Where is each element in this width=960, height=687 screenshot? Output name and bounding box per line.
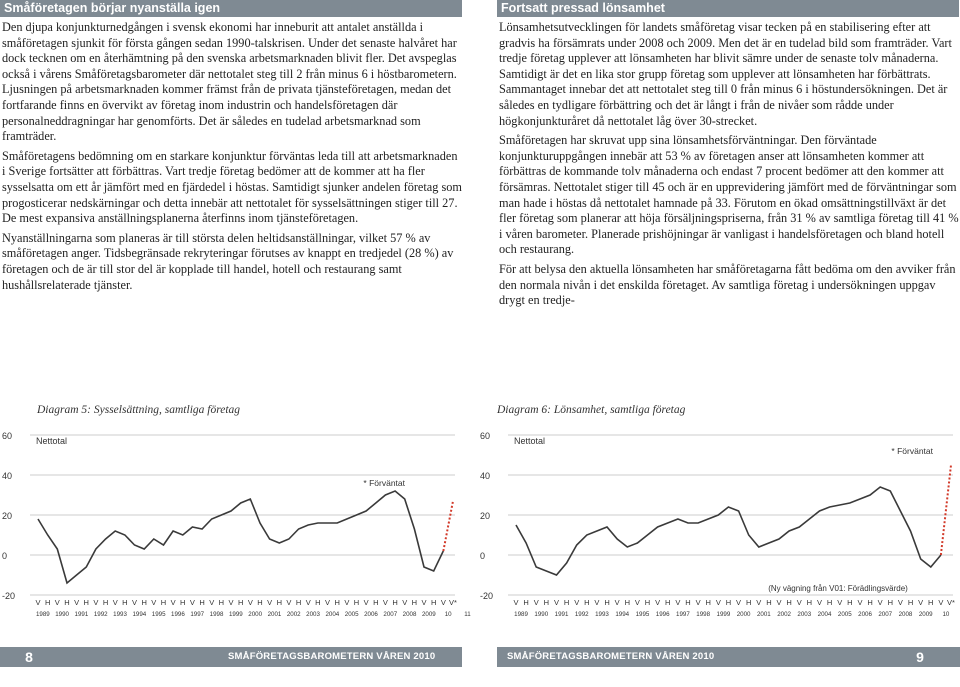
paragraph: Lönsamhetsutvecklingen för landets småföretag visar tecken på en stabilisering efter att gradvis ha försämrats under 2008 och 2009. Men det är en tudelad bild som framträder. Vart tredje företag upplever att lönsamheten har blivit sämre under de senaste tolv månaderna. Samtidigt är det en lika stor grupp företag som upplever att lönsamheten har förbättrats. Sammantaget innebar det att nettotalet steg till 0 från minus 6 i höstundersökningen. Det är således en tydligare förbättring och det är långt i från de nivåer som rådde under högkonjunkturåret då nettotalet låg över 30-strecket. [499,20,952,128]
x-period-label: H [257,598,263,607]
x-period-label: V* [947,598,955,607]
x-year-label: 1995 [151,611,166,618]
x-year-label: 1990 [55,611,70,618]
series-line [516,487,941,575]
x-period-label: V [132,598,138,607]
x-period-label: H [523,598,529,607]
x-period-label: H [392,598,398,607]
x-period-label: H [766,598,772,607]
x-year-label: 10 [942,611,950,618]
x-period-label: V [170,598,176,607]
x-year-label: 2004 [817,611,832,618]
x-period-label: H [160,598,167,607]
x-period-label: V [816,598,822,607]
x-period-label: V [189,598,195,607]
x-period-label: H [624,598,630,607]
x-period-label: V [151,598,157,607]
x-period-label: V [382,598,388,607]
x-period-label: H [907,598,914,607]
chart-svg [478,427,960,627]
x-period-label: V [594,598,600,607]
x-period-label: H [826,598,833,607]
x-period-label: H [64,598,70,607]
x-period-label: V [614,598,620,607]
x-period-label: H [867,598,873,607]
x-year-label: 2001 [756,611,771,618]
x-year-label: 2005 [344,611,359,618]
x-period-label: H [745,598,752,607]
x-year-label: 2007 [383,611,398,618]
section-heading: Fortsatt pressad lönsamhet [497,0,959,17]
chart-diagram-6 [478,427,960,632]
figure-caption: Diagram 5: Sysselsättning, samtliga företag [37,404,241,416]
x-year-label: 1992 [93,611,108,618]
x-period-label: V [918,598,924,607]
x-year-label: 1994 [615,611,630,618]
x-period-label: V [421,598,427,607]
x-period-label: H [887,598,894,607]
x-period-label: H [44,598,51,607]
x-period-label: H [102,598,109,607]
x-period-label: H [644,598,651,607]
paragraph: Nyanställningarna som planeras är till största delen heltidsanställningar, vilket 57 % av småföretagen anger. Tidsbegränsade rekryteringar förutses av knappt en tredjedel (28 %) av företagen och de är till stor del är kopplade till handel, hotell och restaurang samt hushållsrelaterade tjänster. [2,230,454,292]
x-year-label: 1991 [554,611,569,618]
x-year-label: 1998 [209,611,224,618]
page-footer [0,647,960,667]
x-year-label: 1989 [514,611,528,618]
y-tick-label: 20 [480,511,491,521]
x-period-label: V [363,598,369,607]
x-year-label: 1990 [534,611,549,618]
x-period-label: H [665,598,671,607]
x-year-label: 1993 [113,611,127,618]
x-year-label: 2002 [286,611,301,618]
x-period-label: V [756,598,762,607]
footer-title: SMÅFÖRETAGSBAROMETERN VÅREN 2010 [228,651,436,662]
x-period-label: V [35,598,41,607]
chart-note: (Ny vägning från V01: Förädlingsvärde) [768,584,908,593]
footer-title: SMÅFÖRETAGSBAROMETERN VÅREN 2010 [507,651,715,662]
paragraph: Småföretagens bedömning om en starkare konjunktur förväntas leda till att arbetsmarknaden i Sverige fortsätter att förbättras. Vart tredje företag bedömer att de kommer att ha fler sysselsatta om ett år jämfört med en fjärdedel i höstas. Samtidigt sjunker andelen företag som progosticerar nedskärningar och detta innebär att nettotalet för sysselsättningen stiger till 27. De mest expansiva anställningsplanerna återfinns inom tjänsteföretagen. [2,148,462,226]
x-year-label: 1997 [676,611,690,618]
x-year-label: 1993 [595,611,609,618]
x-period-label: V [54,598,60,607]
section-heading: Småföretagen börjar nyanställa igen [0,0,462,17]
x-period-label: V [695,598,701,607]
y-tick-label: -20 [2,591,16,601]
x-year-label: 2006 [364,611,378,618]
x-period-label: H [563,598,570,607]
x-period-label: H [806,598,813,607]
x-period-label: V [402,598,408,607]
x-period-label: H [141,598,147,607]
x-period-label: H [122,598,128,607]
x-period-label: V [93,598,99,607]
x-period-label: H [604,598,610,607]
x-period-label: V [837,598,843,607]
x-year-label: 2001 [267,611,282,618]
figure-caption: Diagram 6: Lönsamhet, samtliga företag [497,404,686,416]
x-year-label: 1997 [190,611,205,618]
legend-label: Nettotal [36,436,68,446]
x-period-label: V [776,598,782,607]
expected-annotation: * Förväntat [363,478,405,488]
x-year-label: 2009 [421,611,436,618]
x-period-label: H [411,598,418,607]
x-period-label: H [725,598,732,607]
page-number: 8 [25,649,33,665]
x-period-label: V [533,598,539,607]
x-period-label: V [513,598,519,607]
left-column [0,0,462,297]
x-period-label: H [353,598,360,607]
legend-label: Nettotal [514,436,546,446]
x-period-label: H [295,598,302,607]
y-tick-label: 60 [2,431,13,441]
x-period-label: H [237,598,244,607]
x-period-label: V [267,598,273,607]
x-period-label: H [315,598,321,607]
x-period-label: V [655,598,661,607]
x-year-label: 1996 [171,611,185,618]
x-period-label: V [553,598,559,607]
x-period-label: V [305,598,311,607]
x-year-label: 2005 [837,611,852,618]
x-period-label: H [199,598,205,607]
x-period-label: H [928,598,934,607]
paragraph: För att belysa den aktuella lönsamheten har småföretagarna fått bedöma om den avviker från den normala nivån i det enskilda företaget. Av samtliga företag i undersökningen uppgav drygt en tredje- [499,261,956,308]
expected-annotation: * Förväntat [891,446,933,456]
x-period-label: H [847,598,853,607]
x-period-label: V [736,598,742,607]
x-period-label: V [634,598,640,607]
y-tick-label: 40 [2,471,13,481]
x-year-label: 2009 [918,611,933,618]
x-year-label: 2007 [878,611,893,618]
x-year-label: 2000 [736,611,751,618]
y-tick-label: 0 [2,551,8,561]
x-period-label: V [112,598,118,607]
x-year-label: 1991 [74,611,89,618]
x-period-label: H [276,598,282,607]
x-period-label: V [209,598,215,607]
x-period-label: H [83,598,89,607]
x-year-label: 2006 [858,611,872,618]
y-tick-label: 40 [480,471,491,481]
x-year-label: 1992 [574,611,589,618]
x-year-label: 2003 [306,611,320,618]
chart-diagram-5 [0,427,471,632]
x-year-label: 1996 [655,611,670,618]
x-period-label: V [796,598,802,607]
x-year-label: 2004 [325,611,340,618]
y-tick-label: -20 [480,591,494,601]
x-period-label: V [857,598,863,607]
y-tick-label: 0 [480,551,486,561]
x-period-label: V [74,598,80,607]
x-period-label: V [574,598,580,607]
x-year-label: 10 [444,611,452,618]
x-period-label: H [180,598,186,607]
x-period-label: V [440,598,446,607]
paragraph: Småföretagen har skruvat upp sina lönsamhetsförväntningar. Den förväntade konjunkturuppgången innebär att 53 % av företagen anser att lönsamheten kommer att förbättras de kommande tolv månaderna och endast 7 procent bedömer att den kommer att försämras. Nettotalet stiger till 45 och är en upprevidering jämfört med de förväntningar som man hade i höstas då nettotalet hamnade på 33. Förutom en ökad omsättningstillväxt är det fler företag som planerar att höja försäljningspriserna, från 31 % av samtliga företag till 41 % i våren barometer. Planerade prishöjningar är vanligast i handelsföretagen och bland hotell och restaurang. [499,133,959,257]
x-year-label: 1998 [696,611,711,618]
expected-segment [443,501,453,551]
x-period-label: H [334,598,340,607]
x-period-label: H [786,598,792,607]
x-year-label: 1994 [132,611,147,618]
x-period-label: H [430,598,437,607]
x-year-label: 1995 [635,611,650,618]
paragraph: Den djupa konjunkturnedgången i svensk ekonomi har inneburit att antalet anställda i småföretagen sjunkit för första gången sedan 1990-talskrisen. Under det senaste halvåret har dock tecknen om en återhämtning på den svenska arbetsmarknaden blivit fler. Det avspeglas också i vårens Småföretagsbarometer där nettotalet steg till 2 från minus 6 i höstbarometern. Ljusningen på arbetsmarknaden kommer främst från de privata tjänsteföretagen, medan det fortfarande finns en övervikt av företag inom industrin och handelsföretagen där personalneddragningar har genomförts. Det är således en tudelad arbetsmarknad som framträder. [2,20,457,144]
x-period-label: V [228,598,234,607]
x-period-label: V [897,598,903,607]
x-year-label: 1989 [35,611,50,618]
x-year-label: 1999 [228,611,243,618]
x-period-label: H [584,598,590,607]
y-tick-label: 20 [2,511,13,521]
x-year-label: 2008 [898,611,913,618]
x-period-label: V [247,598,253,607]
x-year-label: 2003 [797,611,812,618]
x-period-label: V [286,598,292,607]
expected-segment [941,465,951,555]
x-year-label: 11 [464,611,471,618]
x-period-label: V [938,598,944,607]
right-column [497,0,959,313]
y-tick-label: 60 [480,431,491,441]
x-period-label: H [373,598,379,607]
x-period-label: V [877,598,883,607]
x-period-label: V [325,598,331,607]
x-period-label: V* [449,598,457,607]
x-year-label: 1999 [716,611,731,618]
x-period-label: V [715,598,721,607]
series-line [38,491,443,583]
x-year-label: 2002 [777,611,791,618]
x-period-label: V [344,598,350,607]
x-year-label: 2008 [402,611,417,618]
x-year-label: 2000 [248,611,263,618]
chart-svg [0,427,471,627]
x-period-label: H [543,598,550,607]
x-period-label: H [705,598,711,607]
x-period-label: V [675,598,681,607]
x-period-label: H [218,598,225,607]
page-number: 9 [916,649,924,665]
x-period-label: H [685,598,691,607]
